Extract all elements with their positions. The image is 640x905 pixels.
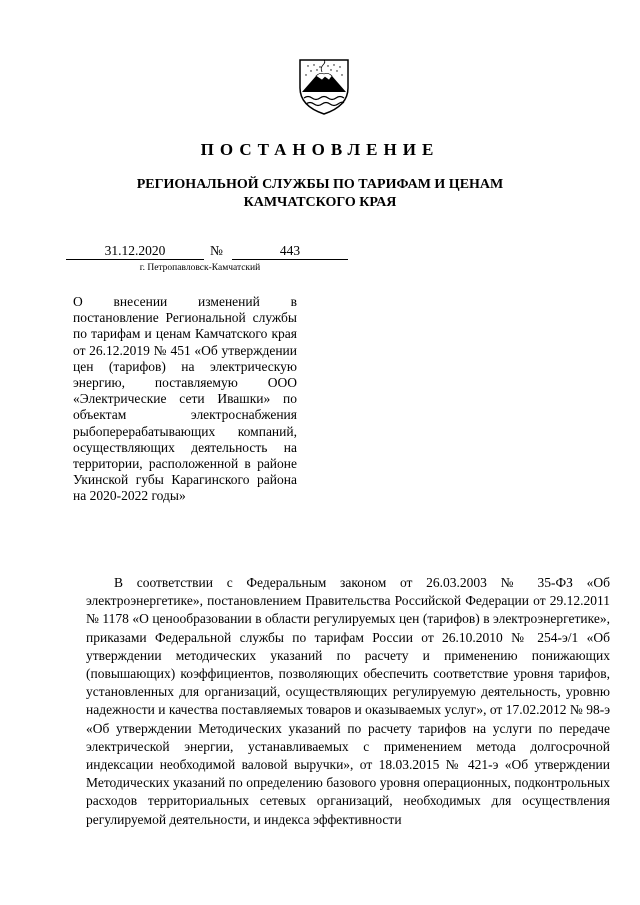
number-label: №	[210, 243, 223, 258]
document-city: г. Петропавловск-Камчатский	[139, 263, 261, 273]
document-subject: О внесении изменений в постановление Региональной службы по тарифам и ценам Камчатского края от 26.12.2019 № 451 «Об утверждении цен (тарифов) на электрическую энергию, поставляемую ООО «Электрические сети Ивашки» по объектам электроснабжения рыбоперерабатывающих компаний, осуществляющих деятельность на территории, расположенной в районе Укинской губы Карагинского района на 2020-2022 годы»	[73, 294, 297, 504]
document-date: 31.12.2020	[66, 242, 204, 260]
kamchatka-coat-of-arms-icon	[298, 58, 350, 116]
organization-line-1: РЕГИОНАЛЬНОЙ СЛУЖБЫ ПО ТАРИФАМ И ЦЕНАМ	[136, 177, 504, 192]
document-title: ПОСТАНОВЛЕНИЕ	[200, 140, 440, 159]
document-number: 443	[232, 242, 348, 260]
organization-line-2: КАМЧАТСКОГО КРАЯ	[243, 195, 397, 210]
date-number-row	[0, 242, 640, 262]
organization-name	[0, 176, 640, 212]
document-body: В соответствии с Федеральным законом от 26.03.2003 № 35-ФЗ «Об электроэнергетике», постановлением Правительства Российской Федерации от 29.12.2011 № 1178 «О ценообразовании в области регулируемых цен (тарифов) в электроэнергетике», приказами Федеральной службы по тарифам России от 26.10.2010 № 254-э/1 «Об утверждении методических указаний по расчету и применению понижающих (повышающих) коэффициентов, позволяющих обеспечить соответствие уровня тарифов, установленных для организаций, осуществляющих регулируемую деятельность, уровню надежности и качества поставляемых товаров и оказываемых услуг», от 17.02.2012 № 98-э «Об утверждении Методических указаний по расчету тарифов на услуги по передаче электрической энергии, устанавливаемых с применением метода долгосрочной индексации необходимой валовой выручки», от 18.03.2015 № 421-э «Об утверждении Методических указаний по определению базового уровня операционных, подконтрольных расходов территориальных сетевых организаций, необходимых для осуществления регулируемой деятельности, и индекса эффективности	[86, 575, 610, 827]
